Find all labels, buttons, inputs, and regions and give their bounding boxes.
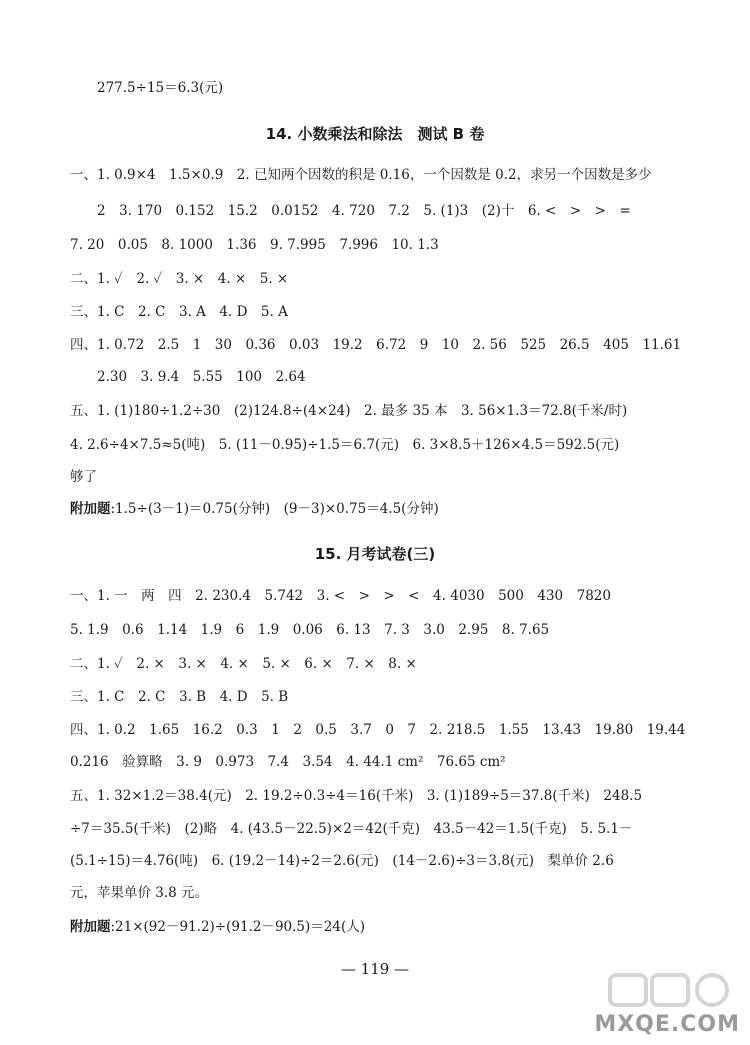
s15-line-3: 二、1. ✓ 2. × 3. × 4. × 5. × 6. × 7. × 8. ×	[70, 656, 417, 672]
s14-extra-text: :1.5÷(3－1)＝0.75(分钟) (9－3)×0.75＝4.5(分钟)	[110, 501, 439, 517]
watermark-text: MXQE.COM	[594, 1012, 740, 1037]
s14-line-9: 4. 2.6÷4×7.5≈5(吨) 5. (11－0.95)÷1.5＝6.7(元) 6. 3×8.5＋126×4.5＝592.5(元)	[70, 437, 620, 453]
s14-line-4: 二、1. ✓ 2. ✓ 3. × 4. × 5. ×	[70, 271, 289, 287]
page-number: — 119 —	[340, 960, 410, 978]
s15-line-7: 五、1. 32×1.2＝38.4(元) 2. 19.2÷0.3÷4＝16(千米) 3. (1)189÷5＝37.8(千米) 248.5	[70, 788, 643, 804]
top-line: 277.5÷15＝6.3(元)	[97, 80, 224, 96]
s14-line-1: 一、1. 0.9×4 1.5×0.9 2. 已知两个因数的积是 0.16，一个因数是 0.2，求另一个因数是多少	[70, 167, 652, 183]
s15-line-10: 元，苹果单价 3.8 元。	[70, 885, 209, 901]
section-14-title: 14. 小数乘法和除法 测试 B 卷	[265, 125, 485, 143]
s15-line-6: 0.216 验算略 3. 9 0.973 7.4 3.54 4. 44.1 cm² 76.65 cm²	[70, 754, 506, 770]
s15-extra-question	[70, 918, 365, 936]
s14-line-5: 三、1. C 2. C 3. A 4. D 5. A	[70, 304, 288, 320]
section-15-title: 15. 月考试卷(三)	[314, 545, 436, 563]
s14-line-2: 2 3. 170 0.152 15.2 0.0152 4. 720 7.2 5. (1)3 (2)十 6. < > > =	[97, 203, 631, 219]
s14-line-8: 五、1. (1)180÷1.2÷30 (2)124.8÷(4×24) 2. 最多 35 本 3. 56×1.3＝72.8(千米/时)	[70, 403, 628, 419]
s14-extra-question	[70, 500, 439, 518]
s14-line-7: 2.30 3. 9.4 5.55 100 2.64	[97, 369, 306, 385]
s15-line-4: 三、1. C 2. C 3. B 4. D 5. B	[70, 689, 289, 705]
s14-line-6: 四、1. 0.72 2.5 1 30 0.36 0.03 19.2 6.72 9 10 2. 56 525 26.5 405 11.61	[70, 337, 682, 353]
s14-line-10: 够了	[70, 469, 97, 485]
s14-line-3: 7. 20 0.05 8. 1000 1.36 9. 7.995 7.996 10. 1.3	[70, 237, 439, 253]
s15-line-8: ÷7＝35.5(千米) (2)略 4. (43.5－22.5)×2＝42(千克) 43.5－42＝1.5(千克) 5. 5.1－	[70, 821, 633, 837]
s15-line-1: 一、1. 一 两 四 2. 230.4 5.742 3. < > > < 4. 4030 500 430 7820	[70, 588, 611, 604]
s15-line-5: 四、1. 0.2 1.65 16.2 0.3 1 2 0.5 3.7 0 7 2. 218.5 1.55 13.43 19.80 19.44	[70, 722, 686, 738]
s14-extra-label: 附加题	[70, 501, 111, 517]
s15-extra-label: 附加题	[70, 919, 111, 935]
s15-line-9: (5.1÷15)＝4.76(吨) 6. (19.2－14)÷2＝2.6(元) (14－2.6)÷3＝3.8(元) 梨单价 2.6	[70, 853, 614, 869]
s15-extra-text: :21×(92－91.2)÷(91.2－90.5)＝24(人)	[110, 919, 365, 935]
s15-line-2: 5. 1.9 0.6 1.14 1.9 6 1.9 0.06 6. 13 7. 3 3.0 2.95 8. 7.65	[70, 622, 550, 638]
